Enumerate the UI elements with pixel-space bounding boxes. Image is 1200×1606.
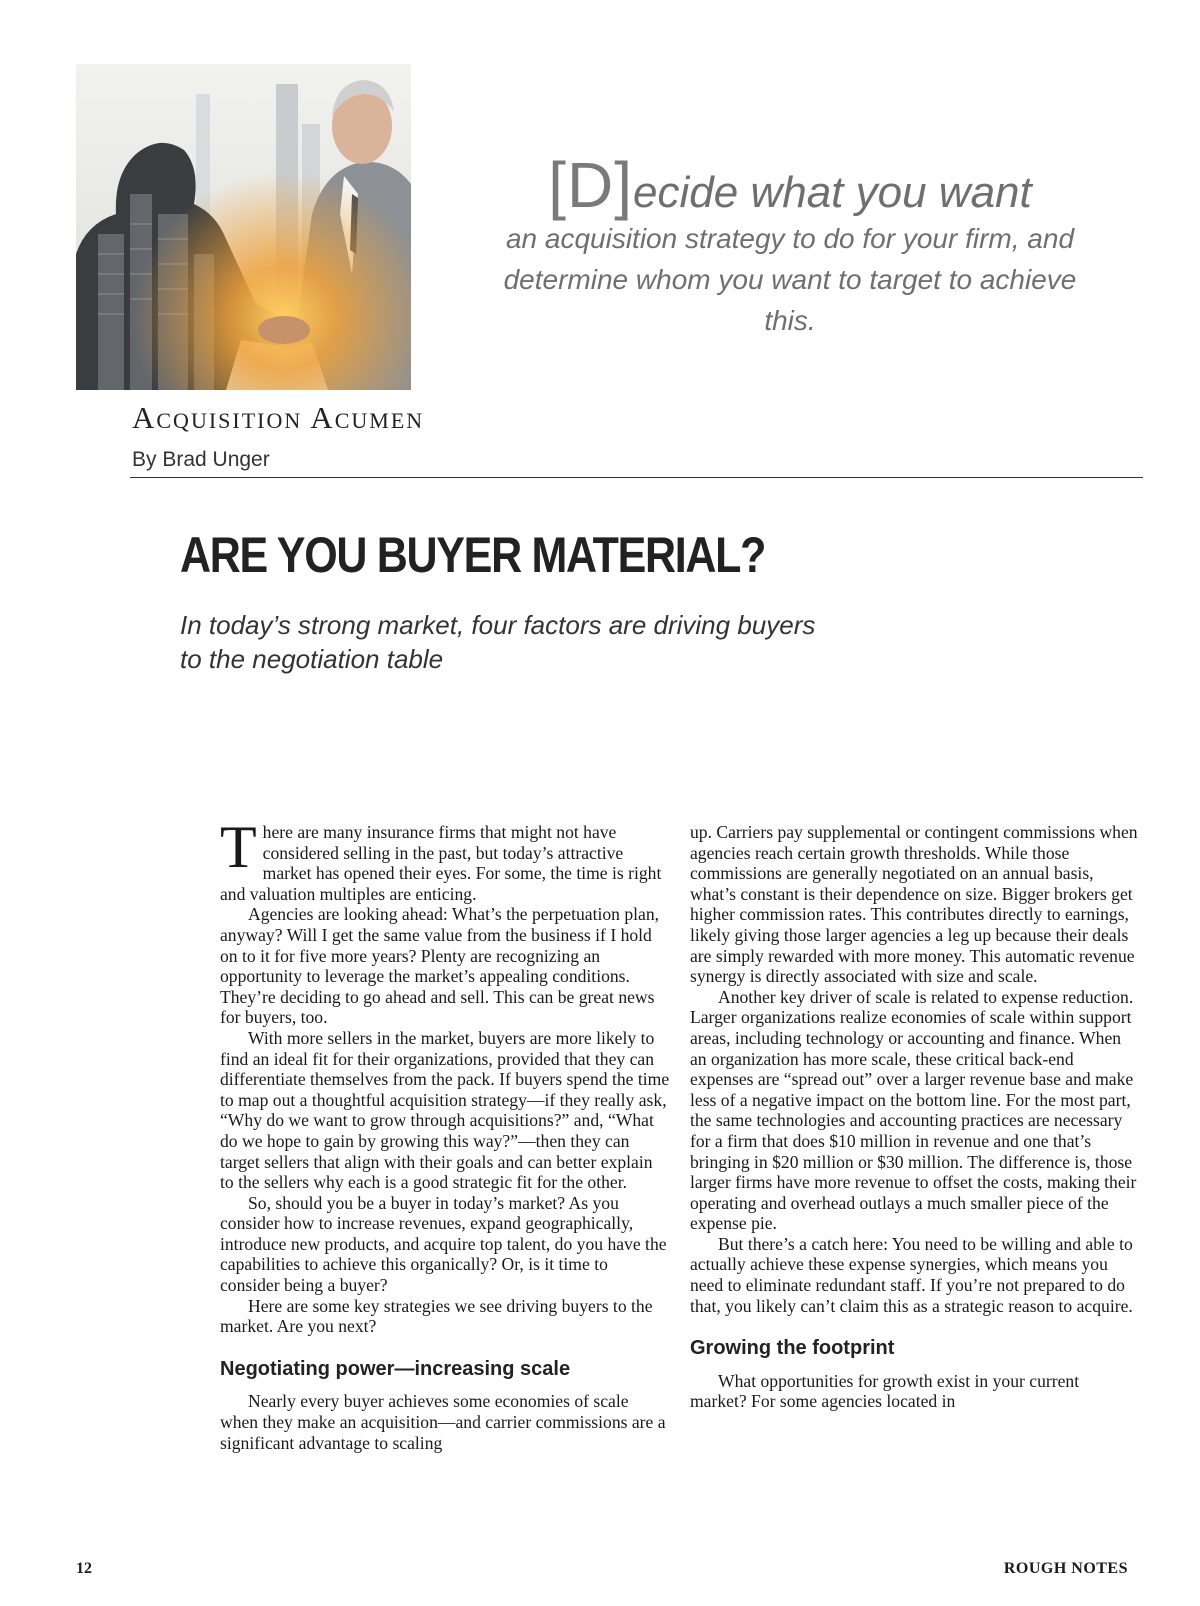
section-heading: Growing the footprint [690, 1337, 895, 1360]
paragraph-text: here are many insurance firms that might not have considered selling in the past, but today’s attractive market has opened their eyes. For some, the time is right and valuation multiples are enticing. [220, 822, 662, 904]
body-paragraph: But there’s a catch here: You need to be willing and able to actually achieve these expense synergies, which means you need to eliminate redundant staff. If you’re not prepared to do that, you likely can’t claim this as a strategic reason to acquire. [690, 1233, 1133, 1316]
body-paragraph: Here are some key strategies we see driving buyers to the market. Are you next? [220, 1295, 653, 1337]
body-paragraph: Another key driver of scale is related to expense reduction. Larger organizations realize economies of scale within support areas, including technology or accounting and finance. When an organization has more scale, these critical back-end expenses are “spread out” over a larger revenue base and make less of a negative impact on the bottom line. For the most part, the same technologies and accounting practices are necessary for a firm that does $10 million in revenue and one that’s bringing in $20 million or $30 million. The difference is, those larger firms have more revenue to offset the costs, making their operating and overhead outlays a much smaller piece of the expense pie. [690, 986, 1137, 1234]
body-paragraph: So, should you be a buyer in today’s market? As you consider how to increase revenues, expand geographically, introduce new products, and acquire top talent, do you have the capabilities to achieve this organically? Or, is it time to consider being a buyer? [220, 1192, 667, 1296]
handshake-photo [76, 64, 411, 390]
body-paragraph [220, 814, 670, 904]
headline: ARE YOU BUYER MATERIAL? [180, 527, 766, 583]
section-heading: Negotiating power—increasing scale [220, 1357, 571, 1380]
body-column-right [690, 822, 1140, 1412]
pull-quote-rest: an acquisition strategy to do for your firm, and determine whom you want to target to achieve this. [503, 223, 1077, 336]
pull-quote-first-line [480, 149, 1100, 221]
page-number: 12 [76, 1560, 92, 1577]
pull-quote-drop-letter: [D] [548, 149, 634, 221]
deck [180, 608, 880, 676]
pull-quote-line1-text: ecide what you want [633, 168, 1032, 217]
body-paragraph: Nearly every buyer achieves some economies of scale when they make an acquisition—and carrier commissions are a significant advantage to scaling [220, 1391, 666, 1453]
body-paragraph: With more sellers in the market, buyers are more likely to find an ideal fit for their organizations, provided that they can differentiate themselves from the pack. If buyers spend the time to map out a thoughtful acquisition strategy—if they really ask, “Why do we want to grow through acquisitions?” and, “What do we hope to gain by growing this way?”—then they can target sellers that align with their goals and can better explain to the sellers why each is a good strategic fit for the other. [220, 1027, 670, 1193]
body-paragraph: What opportunities for growth exist in your current market? For some agencies located in [690, 1370, 1080, 1412]
body-paragraph: Agencies are looking ahead: What’s the perpetuation plan, anyway? Will I get the same value from the business if I hold on to it for five more years? Plenty are recognizing an opportunity to leverage the market’s appealing conditions. They’re deciding to go ahead and sell. This can be great news for buyers, too. [220, 904, 660, 1028]
deck-line-2: to the negotiation table [180, 644, 444, 674]
column-title: Acquisition Acumen [132, 400, 425, 435]
deck-line-1: In today’s strong market, four factors are driving buyers [180, 610, 816, 640]
pull-quote [480, 149, 1100, 341]
body-paragraph: up. Carriers pay supplemental or contingent commissions when agencies reach certain growth thresholds. While those commissions are generally negotiated on an annual basis, what’s constant is their dependence on size. Bigger brokers get higher commission rates. This contributes directly to earnings, likely giving those larger agencies a leg up because their deals are simply rewarded with more money. This automatic revenue synergy is directly associated with size and scale. [690, 822, 1138, 987]
body-column-left [220, 814, 670, 1453]
byline: By Brad Unger [132, 448, 270, 471]
header-rule [130, 477, 1143, 478]
drop-cap: T [220, 814, 257, 880]
publication-name: ROUGH NOTES [1003, 1560, 1128, 1577]
